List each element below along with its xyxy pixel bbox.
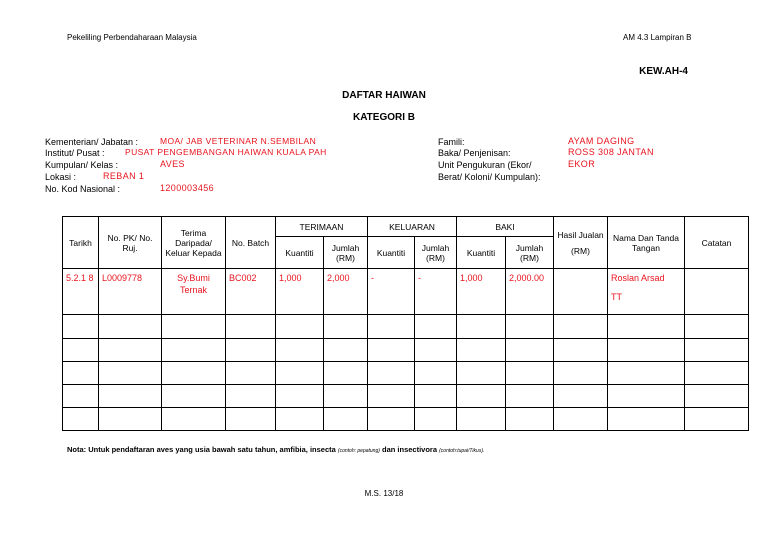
header-hasil-rm: (RM) [571,245,590,256]
cell-nama-tt: TT [611,292,622,302]
footnote-example-2: (contoh:tupai/Tikus). [439,448,485,454]
unit-value: EKOR [568,159,596,169]
footnote-text-2: dan insectivora [382,445,438,454]
kod-value: 1200003456 [160,183,215,193]
table-row-empty [63,315,749,339]
institut-label: Institut/ Pusat : [45,148,105,158]
lokasi-label: Lokasi : [45,172,77,182]
baka-label: Baka/ Penjenisan: [438,148,511,158]
header-terima: Terima Daripada/ Keluar Kepada [162,217,226,269]
footnote-text-1: Nota: Untuk pendaftaran aves yang usia bawah satu tahun, amfibia, insecta [67,445,336,454]
animal-register-table [62,216,749,431]
cell-terimaan-jumlah: 2,000 [324,269,368,315]
footnote [67,445,484,454]
cell-no-pk: L0009778 [99,269,162,315]
header-no-pk: No. PK/ No. Ruj. [99,217,162,269]
famili-label: Famili: [438,137,465,147]
unit-label-line2: Berat/ Koloni/ Kumpulan): [438,172,541,182]
header-catatan: Catatan [685,217,749,269]
kementerian-label: Kementerian/ Jabatan : [45,137,139,147]
unit-label-line1: Unit Pengukuran (Ekor/ [438,160,532,170]
header-hasil-label: Hasil Jualan [557,229,604,240]
table-row-empty [63,385,749,408]
cell-keluaran-jumlah: - [415,269,457,315]
institut-value: PUSAT PENGEMBANGAN HAIWAN KUALA PAH [125,147,327,157]
table-row [63,269,749,315]
header-jumlah-label: Jumlah [331,242,360,253]
cell-nama [608,269,685,315]
header-baki-jumlah [506,237,554,269]
cell-baki-kuantiti: 1,000 [457,269,506,315]
header-tarikh: Tarikh [63,217,99,269]
page-title: DAFTAR HAIWAN [342,90,426,101]
header-batch: No. Batch [226,217,276,269]
cell-keluaran-kuantiti: - [368,269,415,315]
table-row-empty [63,408,749,431]
cell-baki-jumlah: 2,000.00 [506,269,554,315]
header-nama: Nama Dan Tanda Tangan [608,217,685,269]
page-subtitle: KATEGORI B [352,112,416,123]
cell-terimaan-kuantiti: 1,000 [276,269,324,315]
header-rm-label: (RM) [520,252,539,263]
form-code: KEW.AH-4 [639,66,688,77]
cell-hasil [554,269,608,315]
cell-nama-name: Roslan Arsad [611,273,665,283]
header-terimaan-jumlah [324,237,368,269]
header-keluaran-kuantiti: Kuantiti [368,237,415,269]
lokasi-value: REBAN 1 [103,171,145,181]
kementerian-value: MOA/ JAB VETERINAR N.SEMBILAN [160,136,317,146]
kumpulan-label: Kumpulan/ Kelas : [45,160,119,170]
header-jumlah-label: Jumlah [515,242,544,253]
kod-label: No. Kod Nasional : [45,184,121,194]
cell-batch: BC002 [226,269,276,315]
header-rm-label: (RM) [336,252,355,263]
header-left: Pekeliling Perbendaharaan Malaysia [67,33,197,42]
header-keluaran: KELUARAN [368,217,457,237]
famili-value: AYAM DAGING [568,136,635,146]
header-keluaran-jumlah [415,237,457,269]
page-number: M.S. 13/18 [364,489,404,498]
header-jumlah-label: Jumlah [421,242,450,253]
kumpulan-value: AVES [160,159,185,169]
cell-tarikh: 5.2.1 8 [63,269,99,315]
footnote-example-1: (contoh: pepatung) [337,448,380,454]
header-terimaan-kuantiti: Kuantiti [276,237,324,269]
header-hasil [554,217,608,269]
cell-terima: Sy.Bumi Ternak [162,269,226,315]
header-right: AM 4.3 Lampiran B [623,33,692,42]
header-baki-kuantiti: Kuantiti [457,237,506,269]
cell-catatan [685,269,749,315]
header-rm-label: (RM) [426,252,445,263]
baka-value: ROSS 308 JANTAN [568,147,654,157]
header-terimaan: TERIMAAN [276,217,368,237]
header-baki: BAKI [457,217,554,237]
table-row-empty [63,339,749,362]
table-row-empty [63,362,749,385]
